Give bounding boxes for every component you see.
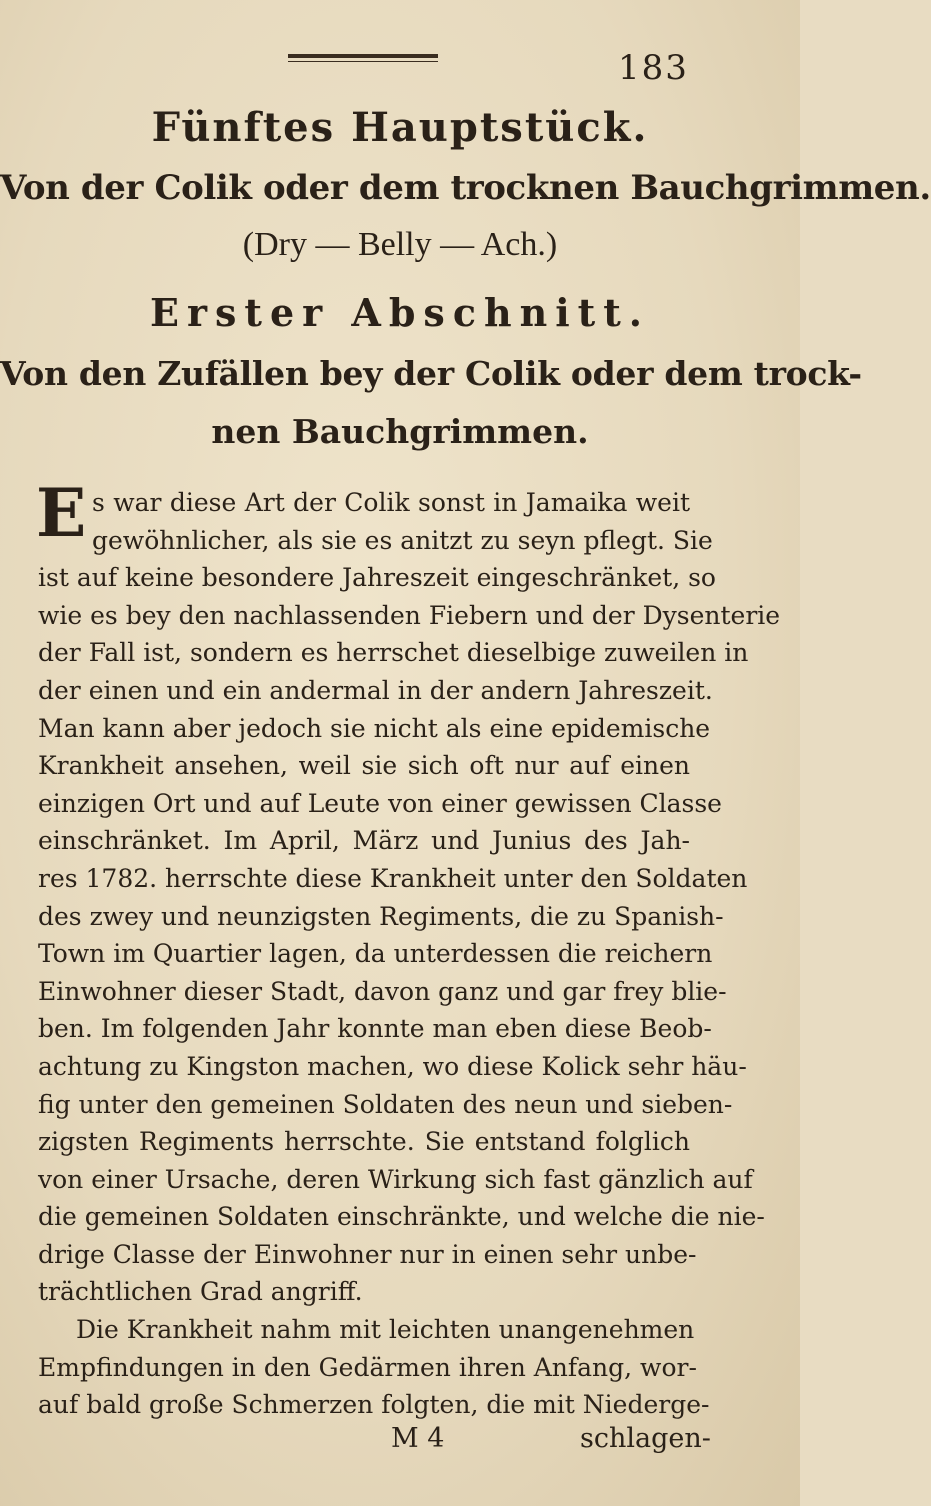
text-line: trächtlichen Grad angriff. [38, 1277, 363, 1307]
chapter-subtitle: (Dry — Belly — Ach.) [242, 226, 558, 263]
drop-cap: E [36, 474, 87, 552]
text-line: Einwohner dieser Stadt, davon ganz und gar frey blie- [38, 976, 727, 1006]
text-line: gewöhnlicher, als sie es anitzt zu seyn pflegt. Sie [92, 525, 713, 555]
text-line: von einer Ursache, deren Wirkung sich fast gänzlich auf [38, 1164, 753, 1194]
text-line: Die Krankheit nahm mit leichten unangenehmen [76, 1315, 695, 1345]
text-line: Empfindungen in den Gedärmen ihren Anfang, wor- [38, 1352, 697, 1382]
text-line: wie es bey den nachlassenden Fiebern und der Dysenterie [38, 600, 781, 630]
text-line: Town im Quartier lagen, da unterdessen die reichern [38, 939, 713, 969]
signature-mark: M 4 [391, 1423, 445, 1454]
text-line: die gemeinen Soldaten einschränkte, und welche die nie- [38, 1202, 765, 1232]
section-heading: Erster Abschnitt. [150, 290, 650, 335]
text-line: einzigen Ort und auf Leute von einer gewissen Classe [38, 788, 722, 818]
text-line: der einen und ein andermal in der andern Jahreszeit. [38, 675, 713, 705]
text-line: der Fall ist, sondern es herrschet dieselbige zuweilen in [38, 638, 749, 668]
text-line: des zwey und neunzigsten Regiments, die zu Spanish- [38, 901, 724, 931]
body-text [38, 484, 781, 1424]
catchword: schlagen- [580, 1423, 711, 1454]
section-title-line-1: Von den Zufällen bey der Colik oder dem trock- [0, 354, 862, 393]
text-line: ist auf keine besondere Jahreszeit eingeschränket, so [38, 563, 716, 593]
section-title-line-2: nen Bauchgrimmen. [211, 412, 589, 451]
text-line: drige Classe der Einwohner nur in einen sehr unbe- [38, 1239, 697, 1269]
text-line: ben. Im folgenden Jahr konnte man eben diese Beob- [38, 1014, 712, 1044]
text-line: einschränket. Im April, März und Junius des Jah- [38, 826, 690, 856]
text-line: fig unter den gemeinen Soldaten des neun und sieben- [38, 1089, 733, 1119]
text-line: Man kann aber jedoch sie nicht als eine epidemische [38, 713, 711, 743]
text-line: Krankheit ansehen, weil sie sich oft nur auf einen [38, 751, 690, 781]
page-number: 183 [618, 48, 689, 88]
footer-line [0, 1423, 800, 1463]
text-line: res 1782. herrschte diese Krankheit unter den Soldaten [38, 863, 748, 893]
chapter-heading: Fünftes Hauptstück. [151, 104, 649, 151]
chapter-title: Von der Colik oder dem trocknen Bauchgrimmen. [0, 168, 931, 208]
text-line: auf bald große Schmerzen folgten, die mit Niederge- [38, 1390, 710, 1420]
text-line: s war diese Art der Colik sonst in Jamaika weit [92, 488, 690, 517]
text-line: zigsten Regiments herrschte. Sie entstand folglich [38, 1127, 690, 1157]
header-rule [288, 54, 438, 64]
text-line: achtung zu Kingston machen, wo diese Kolick sehr häu- [38, 1051, 747, 1081]
